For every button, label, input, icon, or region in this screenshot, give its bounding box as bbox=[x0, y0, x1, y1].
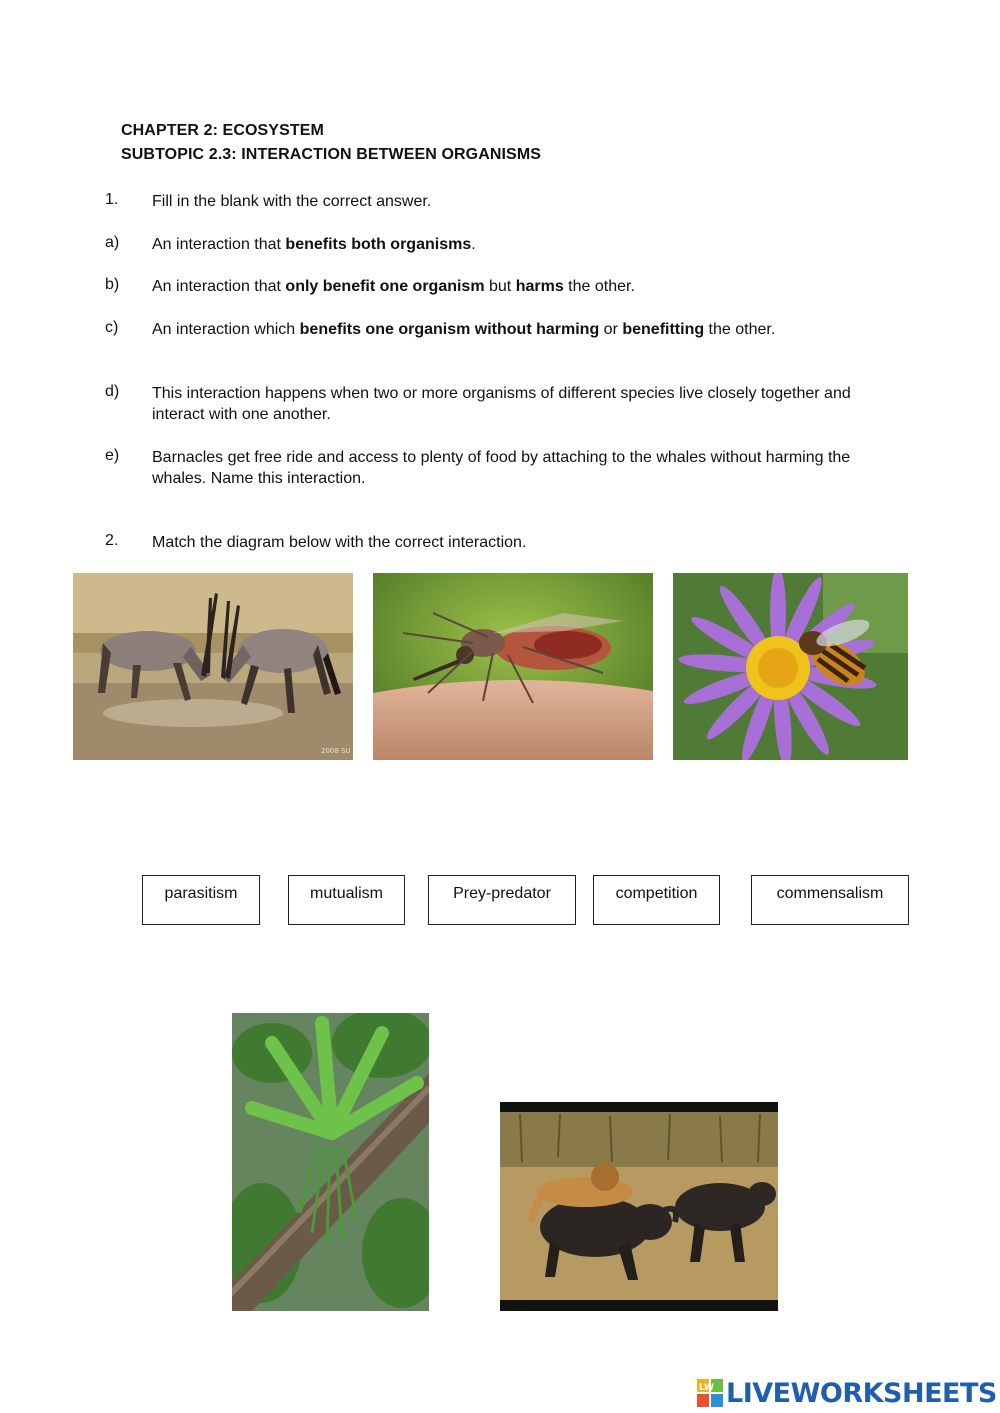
item-a-text: An interaction that benefits both organisms. bbox=[152, 236, 476, 253]
item-b-letter: b) bbox=[105, 276, 120, 293]
liveworksheets-logo-text: LIVEWORKSHEETS bbox=[726, 1377, 997, 1409]
oryx-fighting-image bbox=[73, 573, 353, 760]
item-c-letter: c) bbox=[105, 319, 119, 336]
liveworksheets-logo-badge bbox=[697, 1379, 723, 1407]
item-c-text: An interaction which benefits one organism without harming or benefitting the other. bbox=[152, 321, 776, 338]
question-1-number: 1. bbox=[105, 191, 119, 208]
chapter-title: CHAPTER 2: ECOSYSTEM bbox=[121, 122, 324, 139]
question-2-number: 2. bbox=[105, 532, 119, 549]
item-e-letter: e) bbox=[105, 447, 120, 464]
choice-commensalism[interactable]: commensalism bbox=[751, 875, 909, 925]
choice-competition[interactable]: competition bbox=[593, 875, 720, 925]
item-e-text: Barnacles get free ride and access to plenty of food by attaching to the whales without harming the whales. Name this interaction. bbox=[152, 449, 851, 487]
question-2-instruction: Match the diagram below with the correct interaction. bbox=[152, 534, 527, 551]
liveworksheets-logo bbox=[697, 1378, 997, 1408]
choice-mutualism[interactable]: mutualism bbox=[288, 875, 405, 925]
item-d-letter: d) bbox=[105, 383, 120, 400]
bee-flower-image bbox=[673, 573, 908, 760]
item-d-text: This interaction happens when two or more organisms of different species live closely together and interact with one another. bbox=[152, 385, 851, 423]
oryx-watermark: 2008 SU bbox=[321, 747, 351, 755]
lion-buffalo-image bbox=[500, 1102, 778, 1311]
question-1-instruction: Fill in the blank with the correct answer. bbox=[152, 193, 432, 210]
choice-parasitism[interactable]: parasitism bbox=[142, 875, 260, 925]
fern-on-tree-image bbox=[232, 1013, 429, 1311]
item-b-text: An interaction that only benefit one organism but harms the other. bbox=[152, 278, 635, 295]
mosquito-image bbox=[373, 573, 653, 760]
choice-prey-predator[interactable]: Prey-predator bbox=[428, 875, 576, 925]
subtopic-title: SUBTOPIC 2.3: INTERACTION BETWEEN ORGANISMS bbox=[121, 146, 542, 163]
svg-text:LW: LW bbox=[699, 1383, 714, 1393]
item-a-letter: a) bbox=[105, 234, 120, 251]
